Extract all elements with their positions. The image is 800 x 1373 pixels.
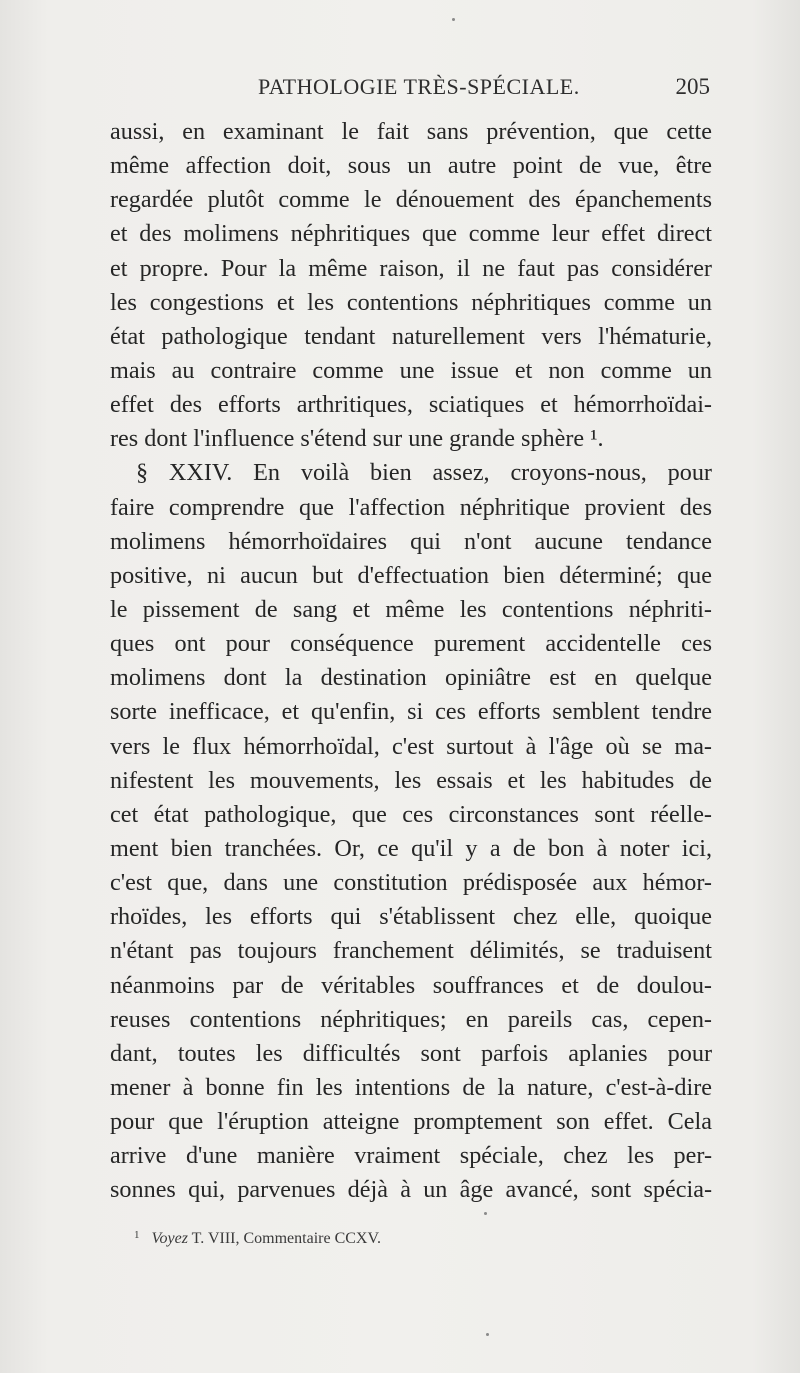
text-line: res dont l'influence s'étend sur une grande sphère ¹.	[110, 425, 604, 453]
text-line: vers le flux hémorrhoïdal, c'est surtout à l'âge où se ma-	[110, 732, 712, 760]
text-line: regardée plutôt comme le dénouement des épanchements	[110, 186, 712, 214]
text-line: et des molimens néphritiques que comme leur effet direct	[110, 220, 712, 248]
text-line: ment bien tranchées. Or, ce qu'il y a de bon à noter ici,	[110, 834, 712, 862]
text-line: arrive d'une manière vraiment spéciale, chez les per-	[110, 1142, 712, 1170]
text-line: molimens dont la destination opiniâtre est en quelque	[110, 664, 712, 692]
text-line: état pathologique tendant naturellement vers l'hématurie,	[110, 322, 712, 350]
body-text	[110, 115, 712, 1208]
text-line: molimens hémorrhoïdaires qui n'ont aucune tendance	[110, 527, 712, 555]
text-line: pour que l'éruption atteigne promptement son effet. Cela	[110, 1108, 712, 1136]
footnote-marker: 1	[134, 1229, 140, 1241]
footnote	[134, 1229, 381, 1248]
text-line: sorte inefficace, et qu'enfin, si ces efforts semblent tendre	[110, 698, 712, 726]
page-header	[110, 74, 710, 108]
text-line: le pissement de sang et même les contentions néphriti-	[110, 595, 712, 623]
text-line: rhoïdes, les efforts qui s'établissent chez elle, quoique	[110, 903, 712, 931]
text-line: effet des efforts arthritiques, sciatiques et hémorrhoïdai-	[110, 391, 712, 419]
text-line: sonnes qui, parvenues déjà à un âge avancé, sont spécia-	[110, 1176, 712, 1204]
section-heading-line: § XXIV. En voilà bien assez, croyons-nous, pour	[136, 459, 712, 487]
text-line: néanmoins par de véritables souffrances et de doulou-	[110, 971, 712, 999]
text-line: aussi, en examinant le fait sans prévention, que cette	[110, 118, 712, 145]
text-line: mener à bonne fin les intentions de la nature, c'est-à-dire	[110, 1073, 712, 1101]
text-line: dant, toutes les difficultés sont parfois aplanies pour	[110, 1039, 712, 1067]
page-number: 205	[675, 74, 710, 99]
text-line: mais au contraire comme une issue et non comme un	[110, 356, 712, 384]
text-line: cet état pathologique, que ces circonstances sont réelle-	[110, 800, 712, 828]
text-line: même affection doit, sous un autre point de vue, être	[110, 152, 712, 180]
text-line: les congestions et les contentions néphritiques comme un	[110, 288, 712, 316]
footnote-italic: Voyez	[151, 1230, 188, 1247]
text-line: c'est que, dans une constitution prédisposée aux hémor-	[110, 869, 712, 897]
text-line: n'étant pas toujours franchement délimités, se traduisent	[110, 937, 712, 965]
paper-speck	[452, 18, 455, 21]
text-line: reuses contentions néphritiques; en pareils cas, cepen-	[110, 1005, 712, 1033]
text-line: positive, ni aucun but d'effectuation bien déterminé; que	[110, 561, 712, 589]
text-line: et propre. Pour la même raison, il ne faut pas considérer	[110, 254, 712, 282]
footnote-text: T. VIII, Commentaire CCXV.	[191, 1230, 381, 1247]
text-line: faire comprendre que l'affection néphritique provient des	[110, 493, 712, 521]
text-line: nifestent les mouvements, les essais et les habitudes de	[110, 766, 712, 794]
running-title: PATHOLOGIE TRÈS-SPÉCIALE.	[258, 74, 580, 99]
text-line: ques ont pour conséquence purement accidentelle ces	[110, 630, 712, 658]
paper-speck	[484, 1212, 487, 1215]
paper-speck	[486, 1333, 489, 1336]
